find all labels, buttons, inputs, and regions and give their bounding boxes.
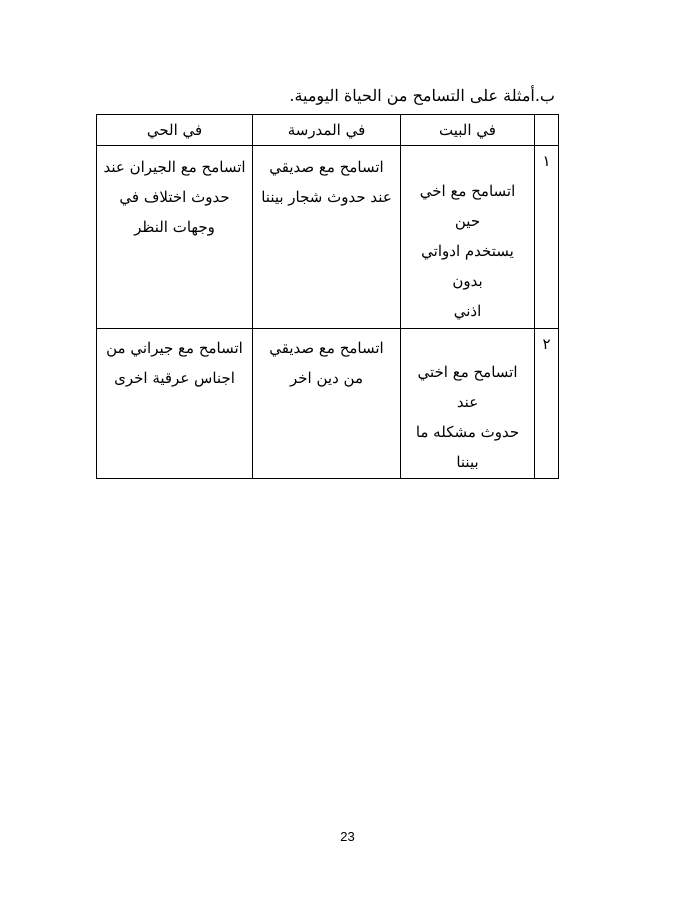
school-example-cell	[253, 329, 401, 479]
table-row	[97, 146, 559, 329]
header-number	[535, 115, 559, 146]
header-at-school: في المدرسة	[253, 115, 401, 146]
header-in-neighborhood: في الحي	[97, 115, 253, 146]
cell-text-line: اتسامح مع اختي عند	[417, 363, 518, 411]
cell-text-line: عند حدوث شجار بيننا	[261, 188, 392, 206]
home-example-cell	[401, 146, 535, 329]
cell-text-line: من دين اخر	[290, 369, 363, 387]
home-example-cell	[401, 329, 535, 479]
neighborhood-example-cell	[97, 329, 253, 479]
cell-text-line: اتسامح مع صديقي	[269, 158, 384, 176]
section-heading: ب.أمثلة على التسامح من الحياة اليومية.	[289, 86, 555, 105]
neighborhood-example-cell	[97, 146, 253, 329]
cell-text-line: اذني	[453, 302, 482, 320]
page-number: 23	[340, 829, 355, 844]
cell-text-line: اجناس عرقية اخرى	[114, 369, 235, 387]
tolerance-examples-table	[96, 114, 559, 479]
cell-text-line: حدوث مشكله ما بيننا	[415, 423, 520, 471]
cell-text-line: اتسامح مع جيراني من	[106, 339, 243, 357]
cell-text-line: اتسامح مع اخي حين	[419, 182, 516, 230]
cell-text-line: وجهات النظر	[134, 218, 215, 236]
row-number: ٢	[535, 329, 559, 479]
cell-text-line: اتسامح مع صديقي	[269, 339, 384, 357]
cell-text-line: حدوث اختلاف في	[119, 188, 230, 206]
row-number: ١	[535, 146, 559, 329]
table-header-row	[97, 115, 559, 146]
cell-text-line: يستخدم ادواتي بدون	[421, 242, 514, 290]
header-at-home: في البيت	[401, 115, 535, 146]
cell-text-line: اتسامح مع الجيران عند	[103, 158, 246, 176]
school-example-cell	[253, 146, 401, 329]
table-row	[97, 329, 559, 479]
